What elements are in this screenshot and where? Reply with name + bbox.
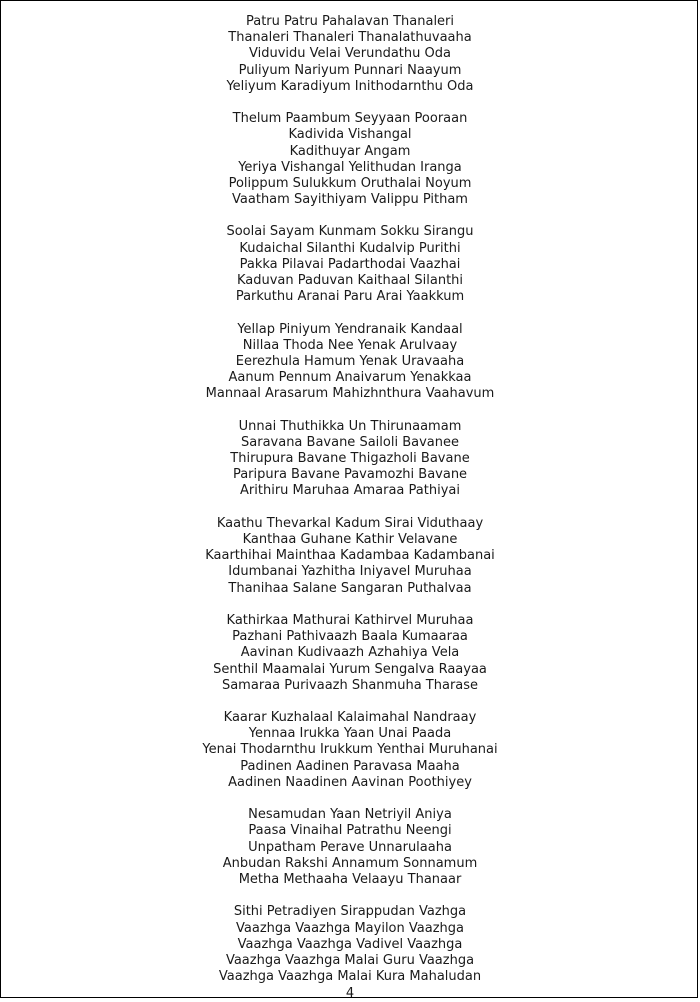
verse-line: Paasa Vinaihal Patrathu Neengi bbox=[248, 823, 452, 839]
verse-line: Puliyum Nariyum Punnari Naayum bbox=[238, 62, 462, 78]
verse-line: Thirupura Bavane Thigazholi Bavane bbox=[230, 451, 470, 467]
stanza-2 bbox=[1, 111, 699, 208]
stanza-10 bbox=[1, 904, 699, 985]
verse-line: Pazhani Pathivaazh Baala Kumaaraa bbox=[232, 629, 468, 645]
verse-line: Vaazhga Vaazhga Malai Guru Vaazhga bbox=[225, 952, 475, 968]
verse-line: Arithiru Maruhaa Amaraa Pathiyai bbox=[240, 483, 460, 499]
verse-text bbox=[1, 14, 699, 1001]
verse-line: Nesamudan Yaan Netriyil Aniya bbox=[248, 807, 452, 823]
verse-line: Kudaichal Silanthi Kudalvip Purithi bbox=[239, 240, 461, 256]
verse-line: Aadinen Naadinen Aavinan Poothiyey bbox=[228, 774, 472, 790]
verse-line: Kadithuyar Angam bbox=[289, 143, 411, 159]
verse-line: Yellap Piniyum Yendranaik Kandaal bbox=[237, 321, 463, 337]
verse-line: Vaatham Sayithiyam Valippu Pitham bbox=[232, 192, 468, 208]
verse-line: Vaazhga Vaazhga Vadivel Vaazhga bbox=[237, 936, 463, 952]
verse-line: Yenai Thodarnthu Irukkum Yenthai Muruhanai bbox=[202, 742, 498, 758]
verse-line: Saravana Bavane Sailoli Bavanee bbox=[241, 434, 459, 450]
verse-line: Vaazhga Vaazhga Malai Kura Mahaludan bbox=[218, 969, 482, 985]
verse-line: Anbudan Rakshi Annamum Sonnamum bbox=[222, 855, 478, 871]
verse-line: Eerezhula Hamum Yenak Uravaaha bbox=[235, 353, 465, 369]
verse-line: Idumbanai Yazhitha Iniyavel Muruhaa bbox=[228, 564, 472, 580]
verse-line: Kathirkaa Mathurai Kathirvel Muruhaa bbox=[226, 612, 474, 628]
stanza-8 bbox=[1, 710, 699, 791]
verse-line: Pakka Pilavai Padarthodai Vaazhai bbox=[239, 256, 461, 272]
verse-line: Samaraa Purivaazh Shanmuha Tharase bbox=[221, 677, 479, 693]
verse-line: Aanum Pennum Anaivarum Yenakkaa bbox=[228, 370, 472, 386]
stanza-9 bbox=[1, 807, 699, 888]
stanza-4 bbox=[1, 322, 699, 403]
verse-line: Polippum Sulukkum Oruthalai Noyum bbox=[228, 175, 472, 191]
verse-line: Kaarar Kuzhalaal Kalaimahal Nandraay bbox=[223, 710, 477, 726]
verse-line: Kaathu Thevarkal Kadum Sirai Viduthaay bbox=[216, 515, 484, 531]
verse-line: Kaarthihai Mainthaa Kadambaa Kadambanai bbox=[205, 548, 495, 564]
verse-line: Yeliyum Karadiyum Inithodarnthu Oda bbox=[226, 78, 474, 94]
verse-line: Mannaal Arasarum Mahizhnthura Vaahavum bbox=[205, 386, 495, 402]
verse-line: Unnai Thuthikka Un Thirunaamam bbox=[238, 418, 462, 434]
verse-line: Kanthaa Guhane Kathir Velavane bbox=[242, 532, 458, 547]
stanza-1 bbox=[1, 14, 699, 95]
verse-line: Kadivida Vishangal bbox=[288, 127, 412, 143]
verse-line: Paripura Bavane Pavamozhi Bavane bbox=[232, 467, 468, 483]
stanza-7 bbox=[1, 613, 699, 694]
verse-line: Aavinan Kudivaazh Azhahiya Vela bbox=[240, 645, 460, 661]
verse-line: Yennaa Irukka Yaan Unai Paada bbox=[248, 726, 452, 742]
verse-line: Vaazhga Vaazhga Mayilon Vaazhga bbox=[236, 920, 464, 936]
verse-line: Senthil Maamalai Yurum Sengalva Raayaa bbox=[213, 661, 487, 677]
verse-line: Patru Patru Pahalavan Thanaleri bbox=[245, 14, 455, 29]
verse-line: Soolai Sayam Kunmam Sokku Sirangu bbox=[226, 224, 474, 240]
verse-line: Thanihaa Salane Sangaran Puthalvaa bbox=[228, 580, 472, 596]
stanza-3 bbox=[1, 224, 699, 305]
verse-line: Viduvidu Velai Verundathu Oda bbox=[249, 46, 451, 62]
page-number: 4 bbox=[345, 986, 355, 1001]
verse-line: Thanaleri Thanaleri Thanalathuvaaha bbox=[228, 30, 472, 46]
verse-line: Unpatham Perave Unnarulaaha bbox=[248, 839, 452, 855]
verse-line: Thelum Paambum Seyyaan Pooraan bbox=[232, 111, 468, 127]
verse-line: Nillaa Thoda Nee Yenak Arulvaay bbox=[242, 337, 458, 353]
verse-line: Yeriya Vishangal Yelithudan Iranga bbox=[238, 159, 462, 175]
verse-line: Metha Methaaha Velaayu Thanaar bbox=[238, 871, 462, 887]
verse-line: Padinen Aadinen Paravasa Maaha bbox=[240, 758, 460, 774]
verse-line: Kaduvan Paduvan Kaithaal Silanthi bbox=[236, 273, 464, 288]
stanza-5 bbox=[1, 419, 699, 500]
stanza-6 bbox=[1, 516, 699, 597]
verse-line: Sithi Petradiyen Sirappudan Vazhga bbox=[233, 904, 467, 920]
verse-line: Parkuthu Aranai Paru Arai Yaakkum bbox=[235, 289, 465, 305]
